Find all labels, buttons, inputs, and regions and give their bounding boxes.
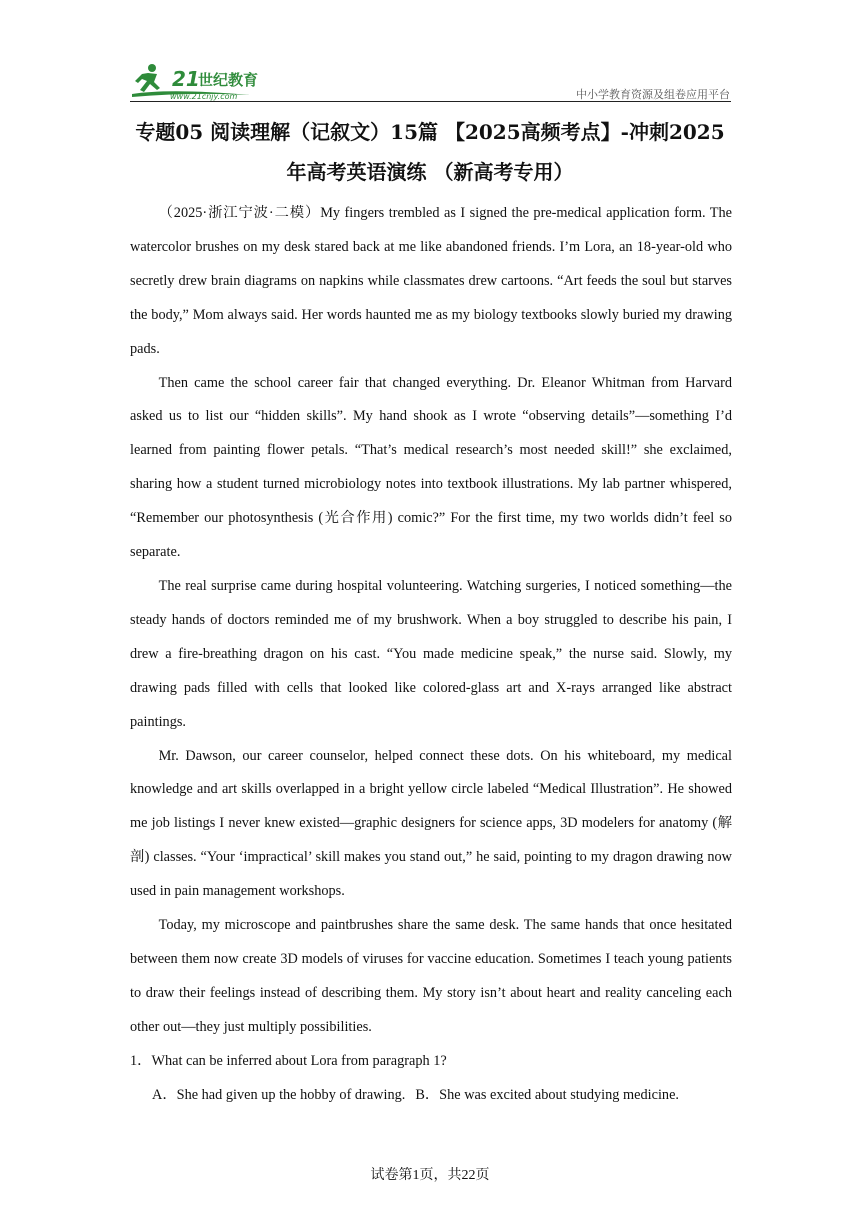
document-title: [120, 112, 740, 192]
passage-paragraph-1: （2025·浙江宁波·二模）My fingers trembled as I signed the pre-medical application form. The watercolor brushes on my desk stared back at me like abandoned friends. I’m Lora, an 18-year-old who secretly drew brain diagrams on napkins while classmates drew cartoons. “Art feeds the soul but starves the body,” Mom always said. Her words haunted me as my biology textbooks slowly buried my drawing pads.: [130, 205, 732, 357]
passage-paragraph-5: Today, my microscope and paintbrushes share the same desk. The same hands that once hesitated between them now create 3D models of viruses for vaccine education. Sometimes I teach young patients to draw their feelings instead of describing them. My story isn’t about heart and reality canceling each other out—they just multiply possibilities.: [130, 917, 732, 1035]
title-line-1: 专题05 阅读理解（记叙文）15篇 【2025高频考点】-冲刺2025: [135, 120, 725, 144]
header-tagline: 中小学教育资源及组卷应用平台: [576, 88, 730, 101]
passage-source: （2025·浙江宁波·二模）: [158, 205, 321, 221]
question-number: 1．: [130, 1052, 152, 1069]
passage-body: [130, 197, 732, 1112]
passage-paragraph-4: Mr. Dawson, our career counselor, helped connect these dots. On his whiteboard, my medical knowledge and art skills overlapped in a bright yellow circle labeled “Medical Illustration”. He showed me job listings I never knew existed—graphic designers for science apps, 3D modelers for anatomy (解剖) classes. “Your ‘impractical’ skill makes you stand out,” he said, pointing to my dragon drawing now used in pain management workshops.: [130, 747, 732, 900]
header-divider: [130, 101, 731, 102]
question-1: [130, 1045, 732, 1079]
option-b[interactable]: B．She was excited about studying medicine.: [415, 1086, 679, 1103]
question-text: What can be inferred about Lora from paragraph 1?: [151, 1052, 447, 1069]
svg-text:世纪教育: 世纪教育: [198, 71, 259, 89]
page-header: [130, 62, 730, 104]
svg-text:21: 21: [172, 67, 200, 91]
site-logo: [130, 62, 270, 102]
passage-paragraph-3: The real surprise came during hospital volunteering. Watching surgeries, I noticed something—the steady hands of doctors reminded me of my brushwork. When a boy struggled to describe his pain, I drew a fire-breathing dragon on his cast. “You made medicine speak,” the nurse said. Slowly, my drawing pads filled with cells that looked like colored-glass art and X-rays arranged like abstract paintings.: [130, 577, 732, 730]
question-1-options: [130, 1079, 732, 1113]
page-footer: 试卷第1页，共22页: [370, 1168, 490, 1183]
title-line-2: 年高考英语演练 （新高考专用）: [286, 160, 574, 184]
svg-text:www.21cnjy.com: www.21cnjy.com: [170, 92, 238, 101]
option-a[interactable]: A．She had given up the hobby of drawing.: [152, 1086, 406, 1103]
passage-paragraph-2: Then came the school career fair that changed everything. Dr. Eleanor Whitman from Harvard asked us to list our “hidden skills”. My hand shook as I wrote “observing details”—something I’d learned from painting flower petals. “That’s medical research’s most needed skill!” she exclaimed, sharing how a student turned microbiology notes into textbook illustrations. My lab partner whispered, “Remember our photosynthesis (光合作用) comic?” For the first time, my two worlds didn’t feel so separate.: [130, 374, 732, 561]
